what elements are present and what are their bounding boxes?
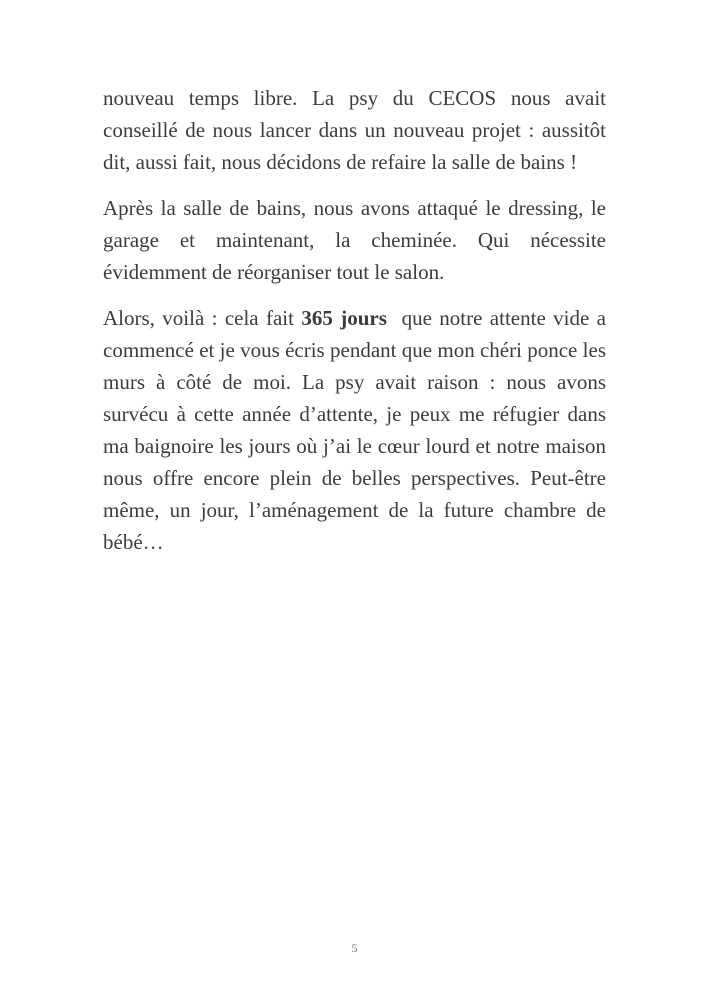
page-number: 5 [351,941,358,955]
paragraph [103,302,606,558]
body-text-block [103,82,606,558]
paragraph-text: Alors, voilà : cela fait [103,306,302,330]
paragraph-text: que notre attente vide a commencé et je vous écris pendant que mon chéri ponce les murs à côté de moi. La psy avait raison : nous avons survécu à cette année d’attente, je peux me réfugier dans ma baignoire les jours où j’ai le cœur lourd et notre maison nous offre encore plein de belles perspectives. Peut-être même, un jour, l’aménagement de la future chambre de bébé… [103,306,606,554]
paragraph: nouveau temps libre. La psy du CECOS nous avait conseillé de nous lancer dans un nouveau projet : aussitôt dit, aussi fait, nous décidons de refaire la salle de bains ! [103,86,606,174]
bold-highlight: 365 jours [301,306,387,330]
paragraph: Après la salle de bains, nous avons attaqué le dressing, le garage et maintenant, la cheminée. Qui nécessite évidemment de réorganiser tout le salon. [103,196,606,284]
